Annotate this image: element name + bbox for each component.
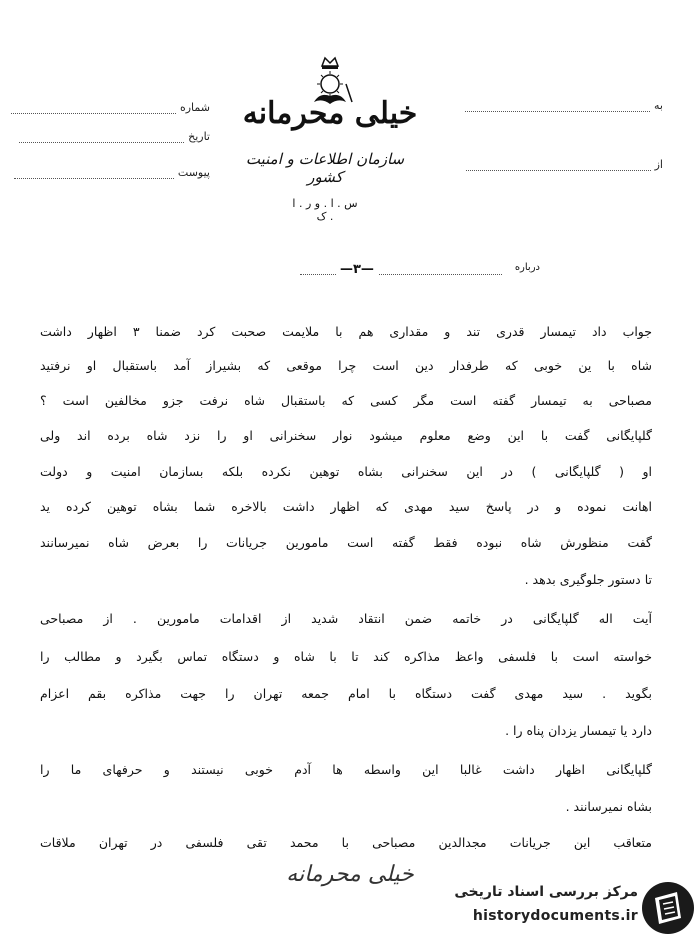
subject-row	[300, 262, 540, 282]
body-line: گلپایگانی اظهار داشت غالبا این واسطه ها آدم خوبی نیستند و حرفهای ما را	[40, 762, 652, 777]
body-line: دارد یا تیمسار یزدان پناه را .	[505, 723, 652, 738]
attachment-dots	[14, 166, 174, 179]
watermark-url: historydocuments.ir	[472, 908, 638, 924]
to-dots	[465, 99, 650, 112]
date-dots	[19, 130, 184, 143]
body-line: بگوید . سید مهدی گفت دستگاه با امام جمعه تهران را جهت مذاکره بقم اعزام	[40, 686, 652, 701]
subject-label: درباره	[514, 262, 540, 273]
organization-name: سازمان اطلاعات و امنیت کشور	[245, 150, 405, 186]
from-label: از	[654, 158, 663, 171]
reference-code: س . ا . و ر . ا . ک	[292, 197, 358, 223]
footer-classification-banner: خیلی محرمانه	[286, 862, 414, 887]
classification-banner: خیلی محرمانه	[242, 96, 418, 131]
number-dots	[11, 101, 176, 114]
page-marker: —۳—	[336, 262, 378, 277]
body-line: خواسته است با فلسفی واعظ مذاکره کند تا با شاه و دستگاه تماس بگیرد و مطالب را	[40, 649, 652, 664]
to-field	[463, 99, 663, 112]
body-line: جواب داد تیمسار قدری تند و مقداری هم با ملایمت صحبت کرد ضمنا ۳ اظهار داشت	[40, 324, 652, 339]
body-line: مصباحی به تیمسار گفته است مگر کسی که باستقبال شاه نرفت جزو مخالفین است ؟	[40, 393, 652, 408]
attachment-field	[10, 166, 210, 179]
date-label: تاریخ	[188, 130, 210, 143]
body-line: اهانت نموده و در پاسخ سید مهدی که اظهار داشت بالاخره شما بشاه توهین کرده ید	[40, 499, 652, 514]
body-line: بشاه نمیرسانند .	[565, 799, 652, 814]
subject-dots	[300, 274, 502, 275]
watermark	[415, 880, 700, 938]
watermark-title: مرکز بررسی اسناد تاریخی	[454, 884, 638, 900]
body-line: گلپایگانی گفت با این وضع معلوم میشود نوار سخنرانی او را نزد شاه برده اند ولی	[40, 428, 652, 443]
attachment-label: پیوست	[177, 166, 210, 179]
body-line: متعاقب این جریانات مجدالدین مصباحی با محمد تقی فلسفی در تهران ملاقات	[40, 835, 652, 850]
date-field	[10, 130, 210, 143]
archive-logo-icon	[640, 880, 696, 936]
to-label: به	[654, 99, 663, 112]
body-line: گفت منظورش شاه نبوده فقط گفته است مامورین جریانات را بعرض شاه نمیرسانند	[40, 535, 652, 550]
body-line: شاه با ین خوبی که طرفدار دین است چرا موقعی که بشیراز آمد باستقبال او نرفتید	[40, 358, 652, 373]
number-label: شماره	[179, 101, 210, 114]
body-line: تا دستور جلوگیری بدهد .	[524, 572, 652, 587]
body-line: آیت اله گلپایگانی در خاتمه ضمن انتقاد شدید از اقدامات مامورین . از مصباحی	[40, 611, 652, 626]
body-line: او ( گلپایگانی ) در این سخنرانی بشاه توهین نکرده بلکه بسازمان امنیت و دولت	[40, 464, 652, 479]
from-dots	[466, 158, 651, 171]
from-field	[463, 158, 663, 171]
number-field	[10, 101, 210, 114]
